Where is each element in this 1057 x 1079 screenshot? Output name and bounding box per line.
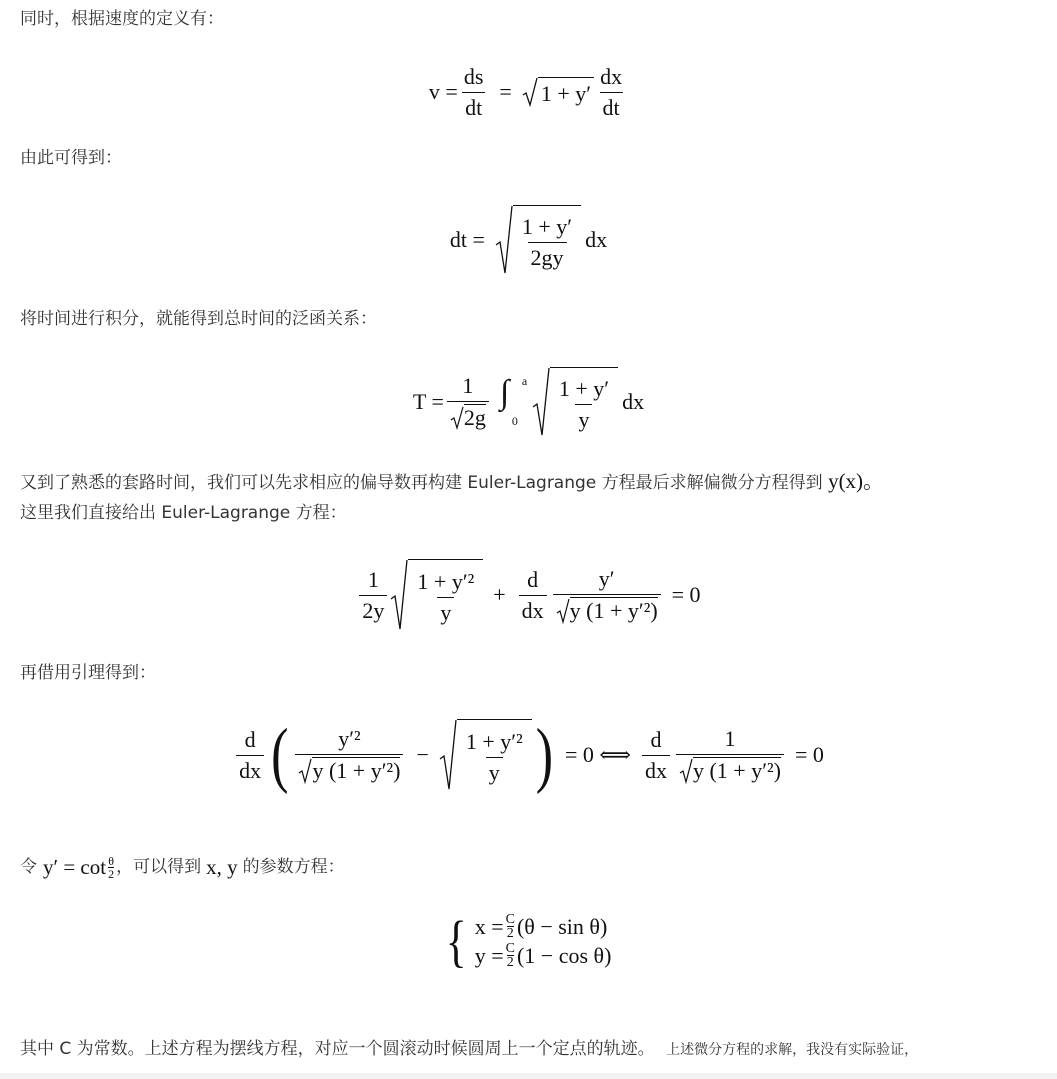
inline-frac-theta-2 <box>108 855 114 880</box>
eq5-d-2: d <box>650 726 662 752</box>
inline-math-xy: x, y <box>206 855 238 879</box>
eq2-frac <box>519 214 575 271</box>
eq3-numerator-2: 1 + y′ <box>558 375 610 401</box>
eq4-numerator: 1 <box>367 566 379 592</box>
p6-middle: ，可以得到 <box>116 857 202 877</box>
eq5-rad-denominator: y <box>486 757 503 786</box>
cycloid-y-row <box>475 942 612 969</box>
conclusion-text: 其中 C 为常数。上述方程为摆线方程，对应一个圆滚动时候圆周上一个定点的轨迹。 <box>20 1039 655 1059</box>
eq4-denominator-2: y (1 + y′²) <box>569 598 658 623</box>
eq5-numerator: y′² <box>338 726 361 751</box>
eq5-minus: − <box>416 742 429 767</box>
eq1-sqrt-body: 1 + y′ <box>538 77 594 107</box>
eq3-lhs: T = <box>412 389 444 414</box>
eq1-frac-dx-dt <box>597 64 625 121</box>
eq5-dx-2: dx <box>642 755 670 784</box>
eq1-numerator: ds <box>463 63 484 89</box>
theta: θ <box>108 853 114 868</box>
equation-euler-lagrange <box>0 555 1057 635</box>
inline-math-yx: y(x)。 <box>828 469 885 493</box>
eq3-denominator-2: y <box>575 404 592 433</box>
y-rhs: (1 − cos θ) <box>516 942 612 968</box>
paragraph-thus: 由此可得到： <box>20 148 122 168</box>
eq3-dx: dx <box>622 389 645 414</box>
p6-ling: 令 <box>20 857 37 877</box>
paragraph-euler-lagrange-text: 又到了熟悉的套路时间，我们可以先求相应的偏导数再构建 Euler-Lagrange 方程最后求解偏微分方程得到 <box>20 473 823 493</box>
eq5-frac-2 <box>676 726 784 784</box>
integral-upper-limit: a <box>521 374 528 388</box>
paragraph-direct-give: 这里我们直接给出 Euler-Lagrange 方程： <box>20 503 347 523</box>
conclusion-note: 上述微分方程的求解，我没有实际验证， <box>666 1042 919 1058</box>
eq4-plus: + <box>493 582 506 607</box>
equation-total-time: T = $\frac{1}{2g}$ ∫ a 0 $\frac{1 + y'}{y}$ dx <box>0 360 1057 444</box>
eq4-frac-1-2y <box>359 567 387 624</box>
eq2-sqrt <box>495 205 581 275</box>
eq5-frac-d-dx-2 <box>642 727 670 784</box>
eq2-lhs: dt = <box>449 227 485 252</box>
eq4-rad-numerator: 1 + y′² <box>417 568 475 594</box>
integral-lower-limit: 0 <box>511 414 518 428</box>
eq3-sqrt <box>532 367 618 437</box>
eq4-rhs: = 0 <box>671 582 701 607</box>
y-eq: y = <box>474 942 504 968</box>
c-num: C <box>505 912 515 927</box>
p6-end: 的参数方程： <box>242 857 345 877</box>
eq2-denominator: 2gy <box>528 242 567 271</box>
paragraph-velocity-intro: 同时，根据速度的定义有： <box>20 9 224 29</box>
cycloid-x-row <box>475 913 612 940</box>
eq5-d: d <box>244 726 256 752</box>
x-rhs: (θ − sin θ) <box>516 913 608 939</box>
x-eq: x = <box>474 913 504 939</box>
paragraph-integral-intro: 将时间进行积分，就能得到总时间的泛函关系： <box>20 309 377 329</box>
paragraph-conclusion <box>20 1034 918 1065</box>
eq3-numerator: 1 <box>462 373 474 398</box>
eq4-frac-yp <box>553 566 661 624</box>
eq4-numerator-2: y′ <box>598 566 615 591</box>
eq1-denominator: dt <box>462 92 485 121</box>
eq1-lhs: v = <box>428 79 458 104</box>
eq4-frac-rad <box>414 569 477 626</box>
eq5-rhs: = 0 <box>794 742 824 767</box>
eq5-sqrt <box>439 719 532 791</box>
equation-dt <box>0 200 1057 280</box>
eq3-frac-1-sqrt2g <box>447 373 489 431</box>
equation-lemma <box>0 712 1057 798</box>
eq4-frac-d-dx <box>519 567 547 624</box>
paragraph-parametric <box>20 852 345 882</box>
eq1-equals: = <box>499 79 512 104</box>
eq5-frac-1 <box>295 726 403 784</box>
c-den: 2 <box>506 926 514 941</box>
eq5-dx: dx <box>236 755 264 784</box>
eq3-frac <box>556 376 612 433</box>
equation-velocity <box>0 60 1057 124</box>
eq4-sqrt <box>390 559 483 631</box>
eq5-numerator-2: 1 <box>724 726 736 751</box>
paragraph-lemma: 再借用引理得到： <box>20 663 156 683</box>
paragraph-euler-lagrange <box>20 466 884 498</box>
eq4-dx: dx <box>519 595 547 624</box>
eq2-dx: dx <box>585 227 608 252</box>
eq4-denominator: 2y <box>359 595 387 624</box>
eq5-denominator: y (1 + y′²) <box>312 758 401 783</box>
two: 2 <box>108 866 115 881</box>
left-paren: ( <box>271 715 289 795</box>
eq5-iff: = 0 ⟺ <box>565 742 631 767</box>
eq1-frac-ds-dt <box>461 64 487 121</box>
eq4-rad-denominator: y <box>437 597 454 626</box>
eq3-sqrt-2g: 2g <box>463 405 486 430</box>
eq1-numerator-2: dx <box>600 63 623 89</box>
eq5-frac-rad <box>463 729 526 786</box>
equation-cycloid <box>0 906 1057 976</box>
c-num-2: C <box>505 941 515 956</box>
eq2-numerator: 1 + y′ <box>521 213 573 239</box>
eq1-denominator-2: dt <box>600 92 623 121</box>
eq4-d: d <box>527 566 539 592</box>
eq1-sqrt <box>522 77 594 107</box>
eq5-denominator-2: y (1 + y′²) <box>692 758 781 783</box>
inline-math-cot: y′ = cot <box>43 855 107 879</box>
eq5-rad-numerator: 1 + y′² <box>465 728 523 754</box>
left-brace: { <box>445 909 467 973</box>
eq5-frac-d-dx <box>236 727 264 784</box>
c-den-2: 2 <box>506 955 514 970</box>
right-paren: ) <box>535 715 554 795</box>
bottom-divider <box>0 1073 1057 1079</box>
